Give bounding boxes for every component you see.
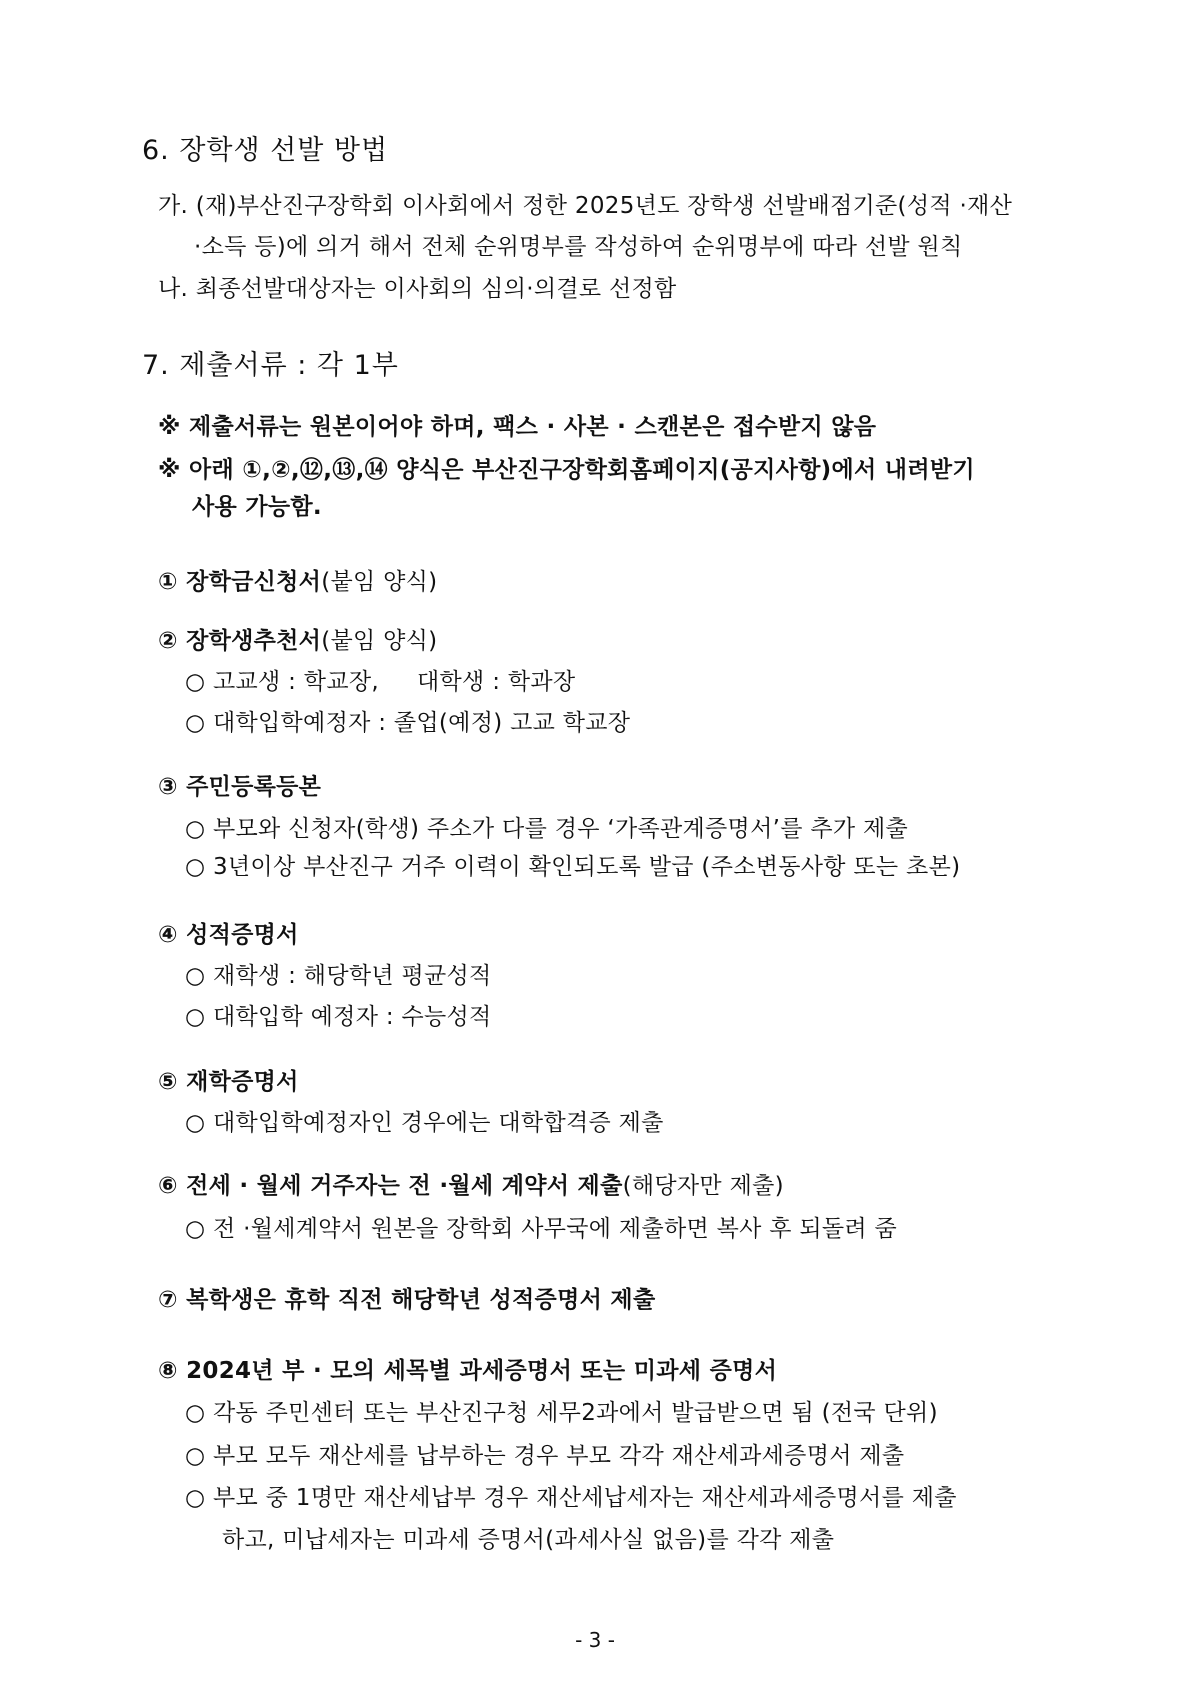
doc-item-6-suffix: (해당자만 제출)	[622, 1173, 784, 1199]
doc-item-6-head: ⑥ 전세 · 월세 거주자는 전 ·월세 계약서 제출	[158, 1173, 623, 1199]
doc-item-6	[158, 1167, 784, 1200]
doc-item-5	[158, 1063, 299, 1096]
note-original-only: ※ 제출서류는 원본이어야 하며, 팩스 · 사본 · 스캔본은 접수받지 않음	[158, 414, 877, 440]
doc-item-2-sub-2: ○ 대학입학예정자 : 졸업(예정) 고교 학교장	[185, 710, 631, 736]
doc-item-3-sub-1: ○ 부모와 신청자(학생) 주소가 다를 경우 ‘가족관계증명서’를 추가 제출	[185, 816, 909, 842]
doc-item-2	[158, 622, 437, 655]
doc-item-2-sub-1: ○ 고교생 : 학교장, 대학생 : 학과장	[185, 669, 576, 695]
doc-item-4	[158, 916, 299, 949]
doc-item-4-sub-1: ○ 재학생 : 해당학년 평균성적	[185, 963, 492, 989]
page-number: - 3 -	[575, 1628, 615, 1652]
doc-item-3	[158, 768, 321, 801]
note-download-forms-2: 사용 가능함.	[192, 494, 322, 520]
doc-item-8-sub-1: ○ 각동 주민센터 또는 부산진구청 세무2과에서 발급받으면 됨 (전국 단위)	[185, 1400, 938, 1426]
doc-item-6-sub-1: ○ 전 ·월세계약서 원본을 장학회 사무국에 제출하면 복사 후 되돌려 줌	[185, 1216, 898, 1242]
section-7-title: 7. 제출서류 : 각 1부	[142, 350, 399, 381]
doc-item-1	[158, 563, 437, 596]
doc-item-7	[158, 1281, 655, 1314]
doc-item-8	[158, 1352, 777, 1385]
item-ga-line-1: 가. (재)부산진구장학회 이사회에서 정한 2025년도 장학생 선발배점기준(성적 ·재산	[158, 193, 1013, 219]
doc-item-1-head: ① 장학금신청서	[158, 569, 322, 595]
doc-item-8-sub-4: 하고, 미납세자는 미과세 증명서(과세사실 없음)를 각각 제출	[222, 1527, 835, 1553]
note-download-forms-1: ※ 아래 ①,②,⑫,⑬,⑭ 양식은 부산진구장학회홈페이지(공지사항)에서 내려받기	[158, 457, 975, 483]
doc-item-4-sub-2: ○ 대학입학 예정자 : 수능성적	[185, 1004, 492, 1030]
doc-item-3-sub-2: ○ 3년이상 부산진구 거주 이력이 확인되도록 발급 (주소변동사항 또는 초본)	[185, 854, 961, 880]
doc-item-2-head: ② 장학생추천서	[158, 628, 322, 654]
doc-item-5-sub-1: ○ 대학입학예정자인 경우에는 대학합격증 제출	[185, 1110, 664, 1136]
doc-item-8-sub-2: ○ 부모 모두 재산세를 납부하는 경우 부모 각각 재산세과세증명서 제출	[185, 1443, 905, 1469]
doc-item-8-sub-3: ○ 부모 중 1명만 재산세납부 경우 재산세납세자는 재산세과세증명서를 제출	[185, 1485, 957, 1511]
doc-item-8-head: ⑧ 2024년 부 · 모의 세목별 과세증명서 또는 미과세 증명서	[158, 1358, 778, 1384]
item-ga-line-2: ·소득 등)에 의거 해서 전체 순위명부를 작성하여 순위명부에 따라 선발 원칙	[194, 234, 963, 260]
section-6-title: 6. 장학생 선발 방법	[142, 135, 389, 166]
doc-item-2-suffix: (붙임 양식)	[321, 628, 438, 654]
doc-item-3-head: ③ 주민등록등본	[158, 774, 322, 800]
doc-item-1-suffix: (붙임 양식)	[321, 569, 438, 595]
doc-item-7-head: ⑦ 복학생은 휴학 직전 해당학년 성적증명서 제출	[158, 1287, 656, 1313]
doc-item-5-head: ⑤ 재학증명서	[158, 1069, 299, 1095]
doc-item-4-head: ④ 성적증명서	[158, 922, 299, 948]
item-na: 나. 최종선발대상자는 이사회의 심의·의결로 선정함	[158, 276, 677, 302]
